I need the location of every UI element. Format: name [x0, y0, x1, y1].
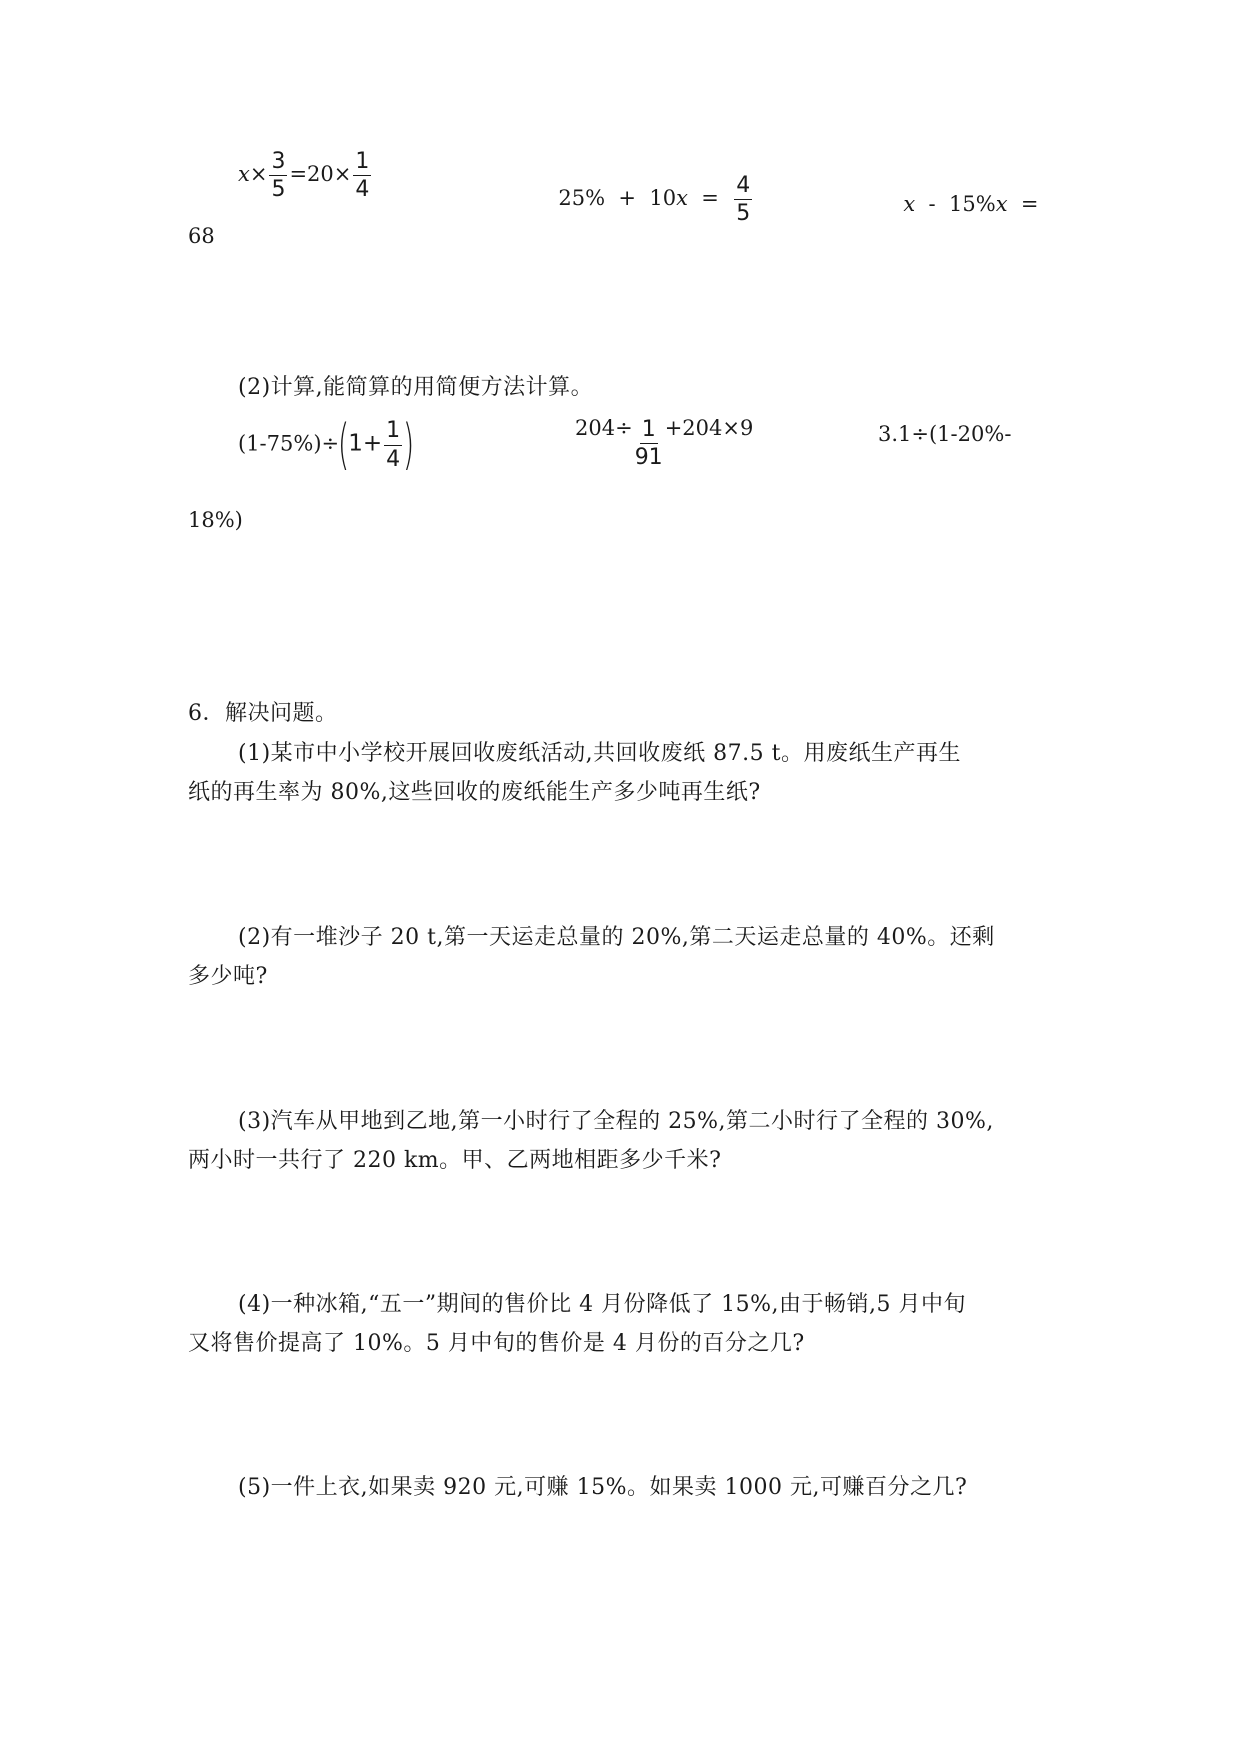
calc-3: 3.1÷(1-20%- [878, 422, 1012, 446]
problem-2-line-2: 多少吨? [188, 964, 268, 989]
problem-2-line-1: (2)有一堆沙子 20 t,第一天运走总量的 20%,第二天运走总量的 40%。还剩 [238, 925, 995, 950]
calc-1: (1-75%)÷(1+ $\frac{1}{4}$ ) [238, 413, 415, 476]
problem-3-line-1: (3)汽车从甲地到乙地,第一小时行了全程的 25%,第二小时行了全程的 30%, [238, 1109, 994, 1134]
problem-1-line-2: 纸的再生率为 80%,这些回收的废纸能生产多少吨再生纸? [188, 780, 761, 805]
equation-2: 25% + 10x = $\frac{4}{5}$ [558, 173, 751, 227]
fraction: $\frac{1}{4}$ [355, 149, 370, 203]
problem-3-line-2: 两小时一共行了 220 km。甲、乙两地相距多少千米? [188, 1148, 722, 1173]
equation-1: x× $\frac{3}{5}$ =20× $\frac{1}{4}$ [238, 149, 370, 203]
right-paren: ) [402, 413, 415, 476]
problems-heading: 6．解决问题。 [188, 701, 338, 726]
problem-5-line-1: (5)一件上衣,如果卖 920 元,可赚 15%。如果卖 1000 元,可赚百分之几? [238, 1475, 968, 1500]
equation-3-wrap: 68 [188, 224, 215, 248]
var-x: x [238, 162, 250, 187]
fraction: $\frac{1}{91}$ [634, 417, 663, 471]
fraction: $\frac{4}{5}$ [736, 173, 751, 227]
problem-4-line-2: 又将售价提高了 10%。5 月中旬的售价是 4 月份的百分之几? [188, 1331, 805, 1356]
calc-3-wrap: 18%) [188, 508, 243, 532]
left-paren: ( [337, 413, 350, 476]
fraction: $\frac{3}{5}$ [271, 149, 286, 203]
calc-heading: (2)计算,能简算的用简便方法计算。 [238, 375, 594, 400]
fraction: $\frac{1}{4}$ [386, 418, 401, 472]
calc-2: 204÷ $\frac{1}{91}$ +204×9 [575, 416, 754, 471]
equation-3: x - 15%x = [903, 192, 1039, 216]
problem-1-line-1: (1)某市中小学校开展回收废纸活动,共回收废纸 87.5 t。用废纸生产再生 [238, 741, 961, 766]
problem-4-line-1: (4)一种冰箱,“五一”期间的售价比 4 月份降低了 15%,由于畅销,5 月中旬 [238, 1292, 967, 1317]
